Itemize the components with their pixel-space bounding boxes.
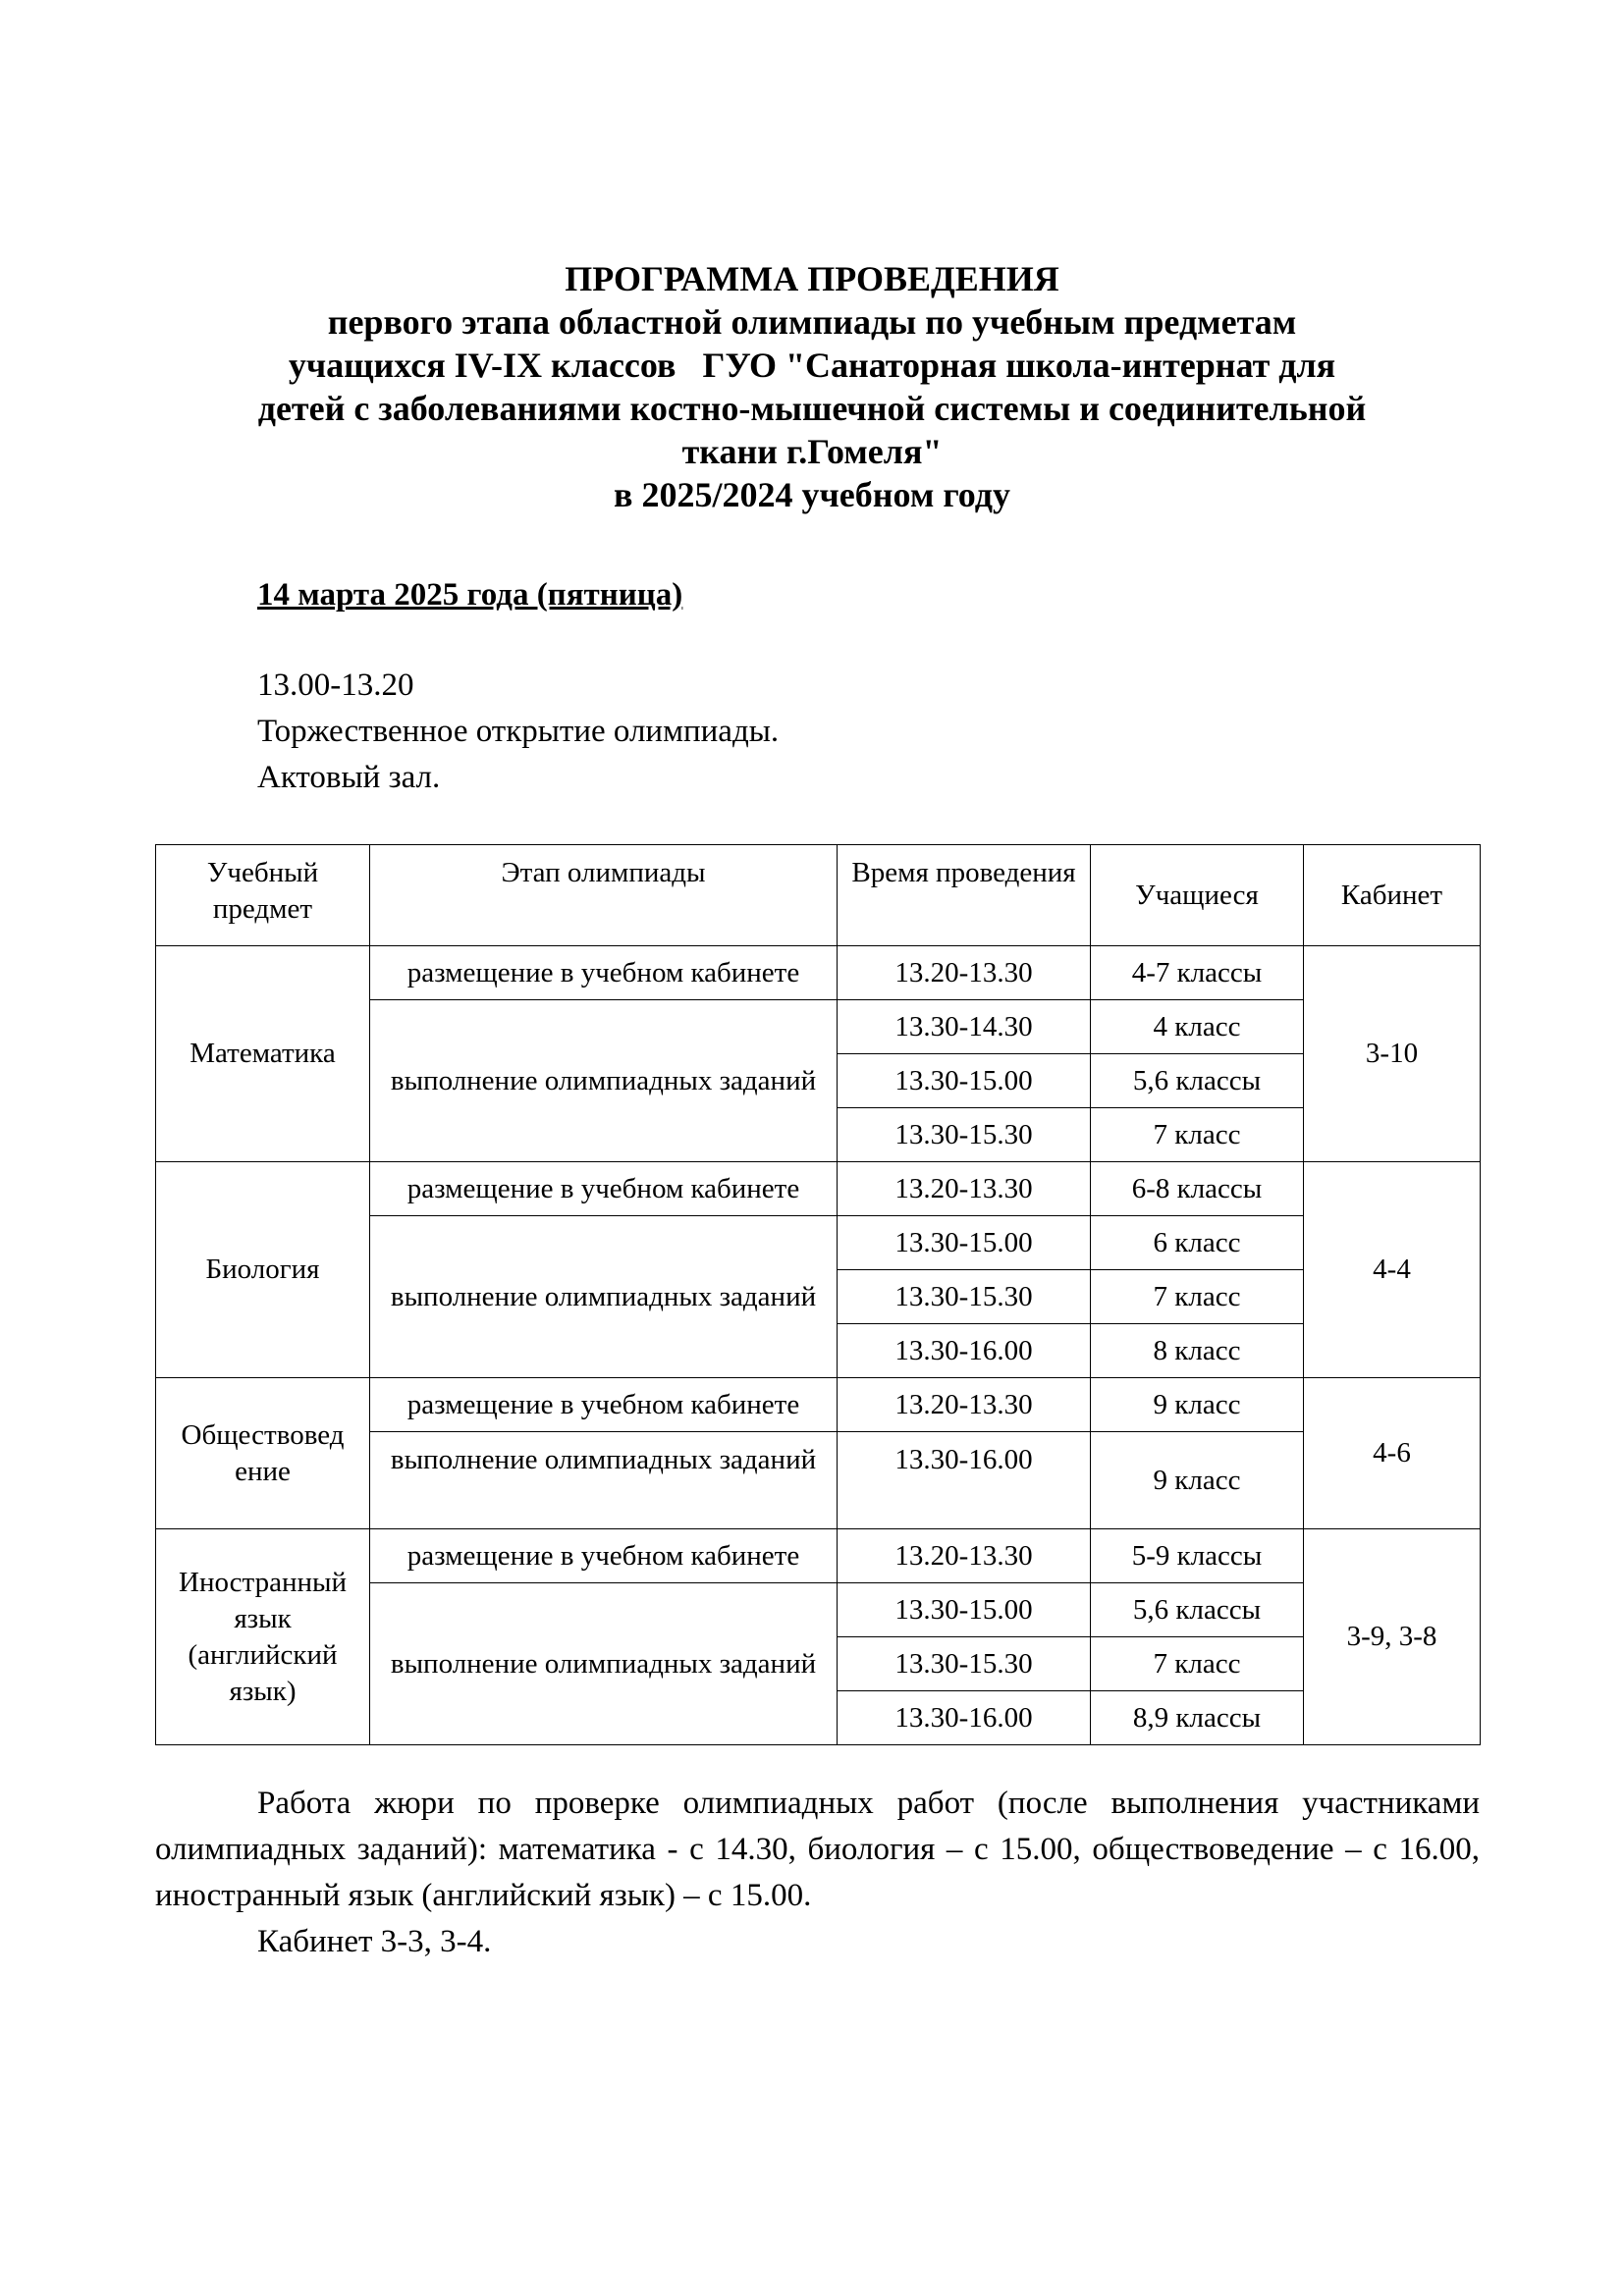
title-line: детей с заболеваниями костно-мышечной системы и соединительной xyxy=(257,389,1367,428)
title-line: ткани г.Гомеля" xyxy=(681,432,943,471)
jury-room: Кабинет 3-3, 3-4. xyxy=(257,1924,492,1959)
students-cell: 5,6 классы xyxy=(1091,1583,1304,1637)
opening-place: Актовый зал. xyxy=(257,760,441,795)
header-subject: Учебный предмет xyxy=(156,845,370,946)
date-heading: 14 марта 2025 года (пятница) xyxy=(257,577,683,613)
time-cell: 13.20-13.30 xyxy=(838,1529,1091,1583)
header-time: Время проведения xyxy=(838,845,1091,946)
stage-cell: размещение в учебном кабинете xyxy=(370,1162,838,1216)
time-cell: 13.30-15.00 xyxy=(838,1216,1091,1270)
time-cell: 13.30-16.00 xyxy=(838,1691,1091,1745)
opening-time: 13.00-13.20 xyxy=(257,667,414,703)
students-cell: 7 класс xyxy=(1091,1270,1304,1324)
students-cell: 6 класс xyxy=(1091,1216,1304,1270)
closing-section xyxy=(155,1781,1480,1965)
stage-cell: выполнение олимпиадных заданий xyxy=(370,1000,838,1162)
room-cell: 4-6 xyxy=(1304,1378,1481,1529)
students-cell: 7 класс xyxy=(1091,1637,1304,1691)
document-title xyxy=(147,257,1477,516)
room-cell: 3-9, 3-8 xyxy=(1304,1529,1481,1745)
time-cell: 13.30-14.30 xyxy=(838,1000,1091,1054)
students-cell: 8,9 классы xyxy=(1091,1691,1304,1745)
schedule-table xyxy=(155,844,1481,1745)
stage-cell: размещение в учебном кабинете xyxy=(370,1529,838,1583)
room-cell: 4-4 xyxy=(1304,1162,1481,1378)
stage-cell: размещение в учебном кабинете xyxy=(370,946,838,1000)
title-line: ПРОГРАММА ПРОВЕДЕНИЯ xyxy=(565,259,1059,298)
table-row xyxy=(156,946,1481,1000)
stage-cell: размещение в учебном кабинете xyxy=(370,1378,838,1432)
time-cell: 13.30-15.00 xyxy=(838,1054,1091,1108)
time-cell: 13.30-16.00 xyxy=(838,1324,1091,1378)
time-cell: 13.30-15.00 xyxy=(838,1583,1091,1637)
students-cell: 6-8 классы xyxy=(1091,1162,1304,1216)
table-header-row xyxy=(156,845,1481,946)
stage-cell: выполнение олимпиадных заданий xyxy=(370,1432,838,1529)
subject-cell: Обществовед ение xyxy=(156,1378,370,1529)
time-cell: 13.20-13.30 xyxy=(838,946,1091,1000)
time-cell: 13.30-15.30 xyxy=(838,1108,1091,1162)
students-cell: 5,6 классы xyxy=(1091,1054,1304,1108)
students-cell: 9 класс xyxy=(1091,1432,1304,1529)
title-line: первого этапа областной олимпиады по учебным предметам xyxy=(327,302,1297,342)
students-cell: 4-7 классы xyxy=(1091,946,1304,1000)
time-cell: 13.20-13.30 xyxy=(838,1378,1091,1432)
time-cell: 13.30-15.30 xyxy=(838,1637,1091,1691)
title-line: учащихся IV-IX классов ГУО "Санаторная школа-интернат для xyxy=(288,346,1336,385)
students-cell: 4 класс xyxy=(1091,1000,1304,1054)
table-row xyxy=(156,1162,1481,1216)
students-cell: 9 класс xyxy=(1091,1378,1304,1432)
stage-cell: выполнение олимпиадных заданий xyxy=(370,1583,838,1745)
students-cell: 7 класс xyxy=(1091,1108,1304,1162)
stage-cell: выполнение олимпиадных заданий xyxy=(370,1216,838,1378)
time-cell: 13.30-15.30 xyxy=(838,1270,1091,1324)
jury-paragraph: Работа жюри по проверке олимпиадных работ (после выполнения участниками олимпиадных заданий): математика - с 14.30, биология – с 15.00, обществоведение – с 16.00, иностранный язык (английский язык) – с 15.00. xyxy=(155,1786,1480,1913)
header-room: Кабинет xyxy=(1304,845,1481,946)
opening-event: Торжественное открытие олимпиады. xyxy=(257,714,780,749)
opening-info xyxy=(257,663,779,801)
time-cell: 13.30-16.00 xyxy=(838,1432,1091,1529)
students-cell: 5-9 классы xyxy=(1091,1529,1304,1583)
header-students: Учащиеся xyxy=(1091,845,1304,946)
table-row xyxy=(156,1529,1481,1583)
table-row xyxy=(156,1378,1481,1432)
time-cell: 13.20-13.30 xyxy=(838,1162,1091,1216)
subject-cell: Математика xyxy=(156,946,370,1162)
room-cell: 3-10 xyxy=(1304,946,1481,1162)
subject-cell: Биология xyxy=(156,1162,370,1378)
subject-cell: Иностранный язык (английский язык) xyxy=(156,1529,370,1745)
students-cell: 8 класс xyxy=(1091,1324,1304,1378)
title-line: в 2025/2024 учебном году xyxy=(614,475,1010,514)
header-stage: Этап олимпиады xyxy=(370,845,838,946)
